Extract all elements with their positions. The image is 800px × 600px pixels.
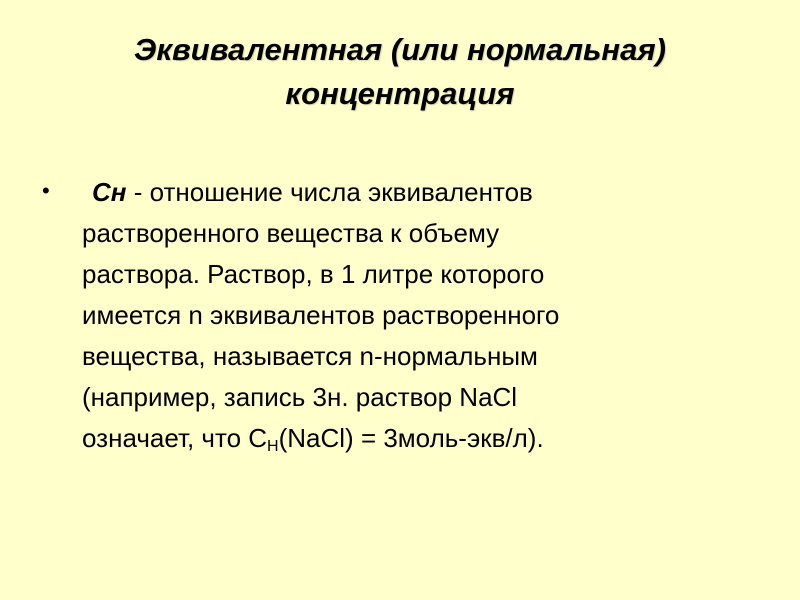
title-line-1: Эквивалентная (или нормальная) xyxy=(134,32,666,67)
text-line-7 xyxy=(82,418,762,459)
text-line-1 xyxy=(82,172,762,213)
bullet-list xyxy=(42,172,762,459)
text-line-2: растворенного вещества к объему xyxy=(82,218,500,248)
subscript-n: Н xyxy=(267,438,279,455)
slide-title xyxy=(30,28,770,116)
title-line-2: концентрация xyxy=(285,76,515,111)
bullet-item xyxy=(42,172,762,459)
text-line-7-pre: означает, что С xyxy=(82,423,268,453)
text-line-1-rest: - отношение числа эквивалентов xyxy=(126,177,533,207)
text-line-4: имеется n эквивалентов растворенного xyxy=(82,300,560,330)
text-line-3: раствора. Раствор, в 1 литре которого xyxy=(82,259,545,289)
text-line-5: вещества, называется n-нормальным xyxy=(82,341,538,371)
term-cn: Сн xyxy=(92,177,127,207)
text-line-6: (например, запись 3н. раствор NaCl xyxy=(82,382,518,412)
text-line-7-post: (NaCl) = 3моль-экв/л). xyxy=(278,423,544,453)
bullet-dot-icon: • xyxy=(42,178,50,203)
